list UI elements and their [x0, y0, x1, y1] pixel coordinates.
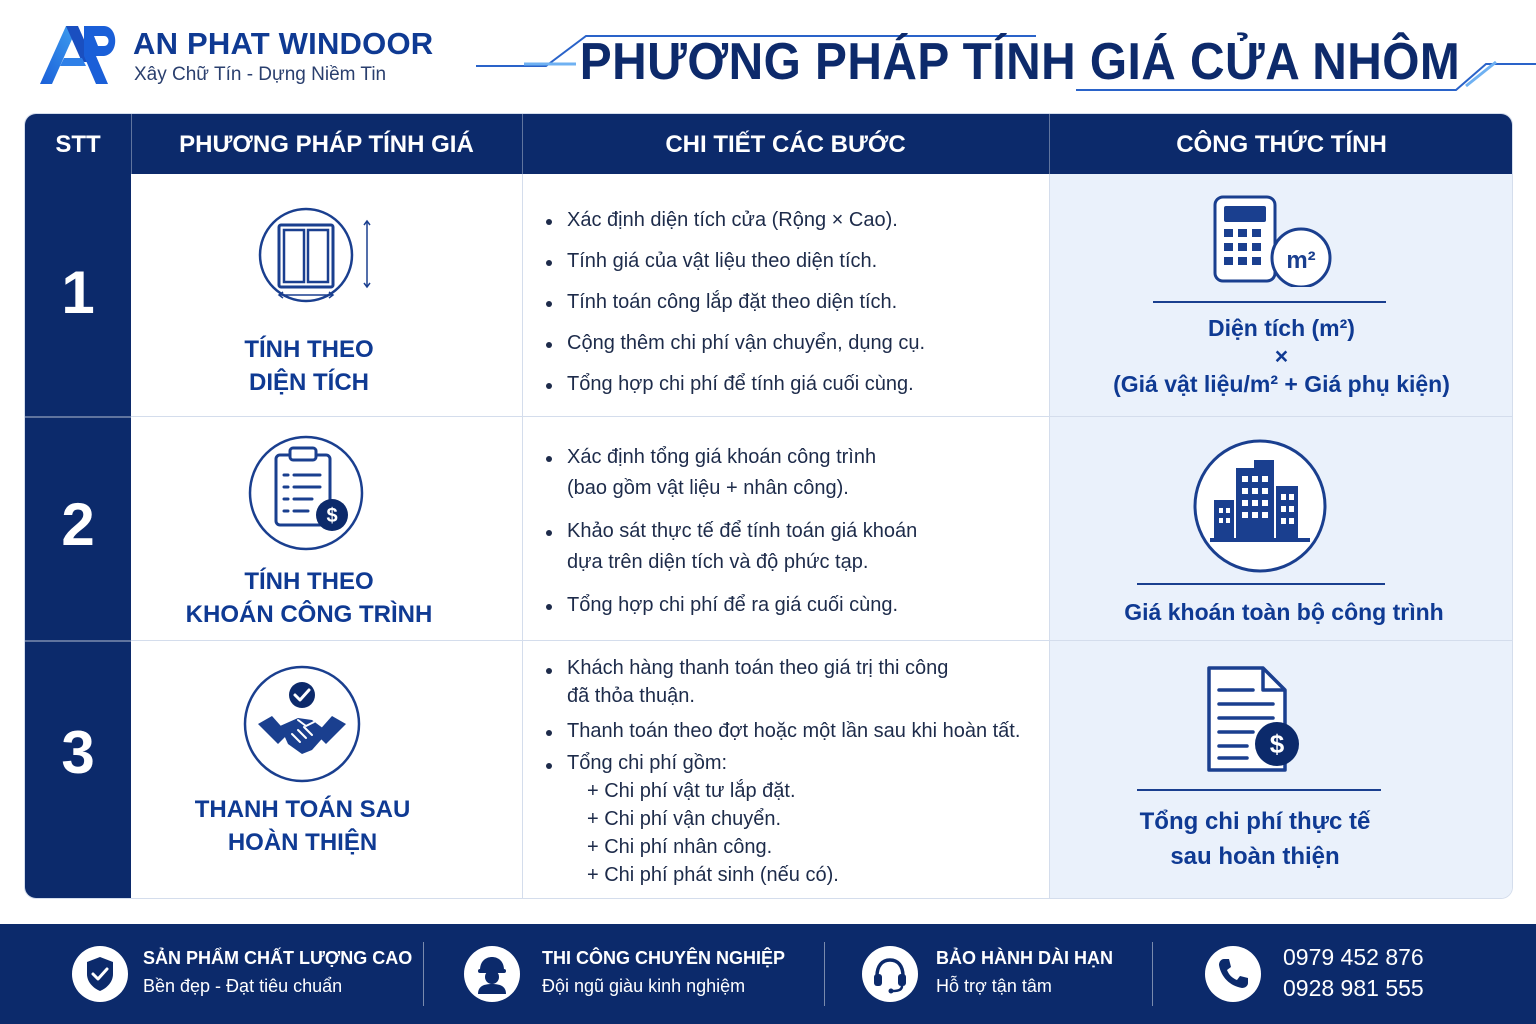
svg-text:$: $: [1269, 729, 1285, 759]
row-2-steps: [543, 442, 917, 621]
header: [0, 0, 1536, 108]
window-dimension-icon: [246, 203, 376, 303]
row-3-number: 3: [61, 719, 95, 786]
invoice-dollar-icon: [1203, 664, 1301, 776]
ap-monogram-logo: [38, 22, 122, 86]
row-1-number: 1: [61, 259, 95, 326]
formula-1-text: Diện tích (m²) × (Giá vật liệu/m² + Giá phụ kiện): [1113, 315, 1450, 397]
list-item: Tổng hợp chi phí để ra giá cuối cùng.: [543, 590, 917, 621]
calculator-m2-icon: [1211, 195, 1335, 287]
formula-3-text: Tổng chi phí thực tế sau hoàn thiện: [1139, 808, 1371, 870]
method-2-label: TÍNH THEO KHOÁN CÔNG TRÌNH: [185, 568, 433, 628]
list-item: Tổng hợp chi phí để tính giá cuối cùng.: [543, 369, 925, 400]
row-2-number: 2: [61, 491, 95, 558]
m2-label: m²: [1286, 247, 1316, 274]
sub-item: + Chi phí vận chuyển.: [587, 808, 782, 830]
footer-warranty-subtitle: Hỗ trợ tận tâm: [936, 976, 1052, 996]
list-item: Khảo sát thực tế để tính toán giá khoán dựa trên diện tích và độ phức tạp.: [543, 516, 917, 578]
list-item: Tổng chi phí gồm: + Chi phí vật tư lắp đặt. + Chi phí vận chuyển. + Chi phí nhân công. + Chi phí phát sinh (nếu có).: [543, 749, 1020, 889]
phone-number-1[interactable]: 0979 452 876: [1283, 944, 1424, 970]
headset-icon: [860, 944, 920, 1004]
pricing-methods-table: [24, 113, 1513, 899]
footer: [0, 924, 1536, 1024]
list-item: Thanh toán theo đợt hoặc một lần sau khi hoàn tất.: [543, 716, 1020, 747]
row-3-steps: [543, 654, 1020, 889]
row-1-steps: [543, 205, 925, 400]
footer-quality-title: SẢN PHẨM CHẤT LƯỢNG CAO: [143, 948, 413, 968]
footer-construction-title: THI CÔNG CHUYÊN NGHIỆP: [542, 948, 786, 968]
list-item: Tính giá của vật liệu theo diện tích.: [543, 246, 925, 277]
phone-number-2[interactable]: 0928 981 555: [1283, 975, 1424, 1001]
shield-check-icon: [70, 944, 130, 1004]
header-formula: CÔNG THỨC TÍNH: [1176, 131, 1387, 158]
list-item: Tính toán công lắp đặt theo diện tích.: [543, 287, 925, 318]
worker-helmet-icon: [462, 944, 522, 1004]
stt-column: [25, 174, 131, 899]
buildings-icon: [1192, 438, 1328, 574]
header-method: PHƯƠNG PHÁP TÍNH GIÁ: [179, 131, 474, 158]
brand-slogan: Xây Chữ Tín - Dựng Niềm Tin: [134, 64, 387, 85]
page-title: PHƯƠNG PHÁP TÍNH GIÁ CỬA NHÔM: [579, 33, 1461, 91]
handshake-check-icon: [242, 664, 362, 784]
svg-text:$: $: [326, 505, 338, 527]
list-item: Cộng thêm chi phí vận chuyển, dụng cụ.: [543, 328, 925, 359]
list-item: Xác định diện tích cửa (Rộng × Cao).: [543, 205, 925, 236]
brand-name: AN PHAT WINDOOR: [133, 26, 434, 61]
phone-icon[interactable]: [1203, 944, 1263, 1004]
table-header: [25, 114, 1512, 174]
footer-construction-subtitle: Đội ngũ giàu kinh nghiệm: [542, 976, 746, 996]
footer-warranty-title: BẢO HÀNH DÀI HẠN: [936, 948, 1113, 968]
list-item: Xác định tổng giá khoán công trình (bao gồm vật liệu + nhân công).: [543, 442, 917, 504]
clipboard-dollar-icon: [248, 433, 366, 551]
header-stt: STT: [55, 131, 101, 158]
header-steps: CHI TIẾT CÁC BƯỚC: [665, 131, 906, 158]
method-3-label: THANH TOÁN SAU HOÀN THIỆN: [194, 796, 411, 856]
footer-quality-subtitle: Bền đẹp - Đạt tiêu chuẩn: [143, 976, 343, 996]
sub-item: + Chi phí vật tư lắp đặt.: [587, 780, 796, 802]
list-item: Khách hàng thanh toán theo giá trị thi công đã thỏa thuận.: [543, 654, 1020, 710]
sub-item: + Chi phí nhân công.: [587, 836, 773, 858]
method-1-label: TÍNH THEO DIỆN TÍCH: [244, 336, 374, 396]
sub-item: + Chi phí phát sinh (nếu có).: [587, 864, 839, 886]
formula-2-text: Giá khoán toàn bộ công trình: [1124, 599, 1444, 625]
